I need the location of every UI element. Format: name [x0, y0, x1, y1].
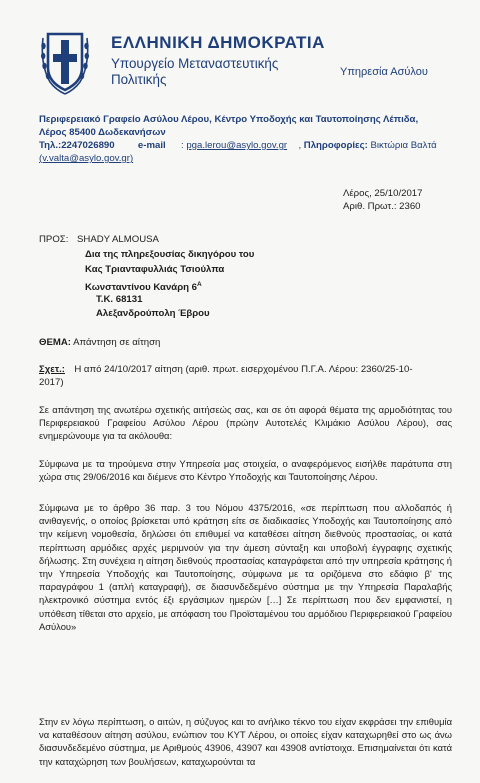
office-address-line-1: Περιφερειακό Γραφείο Ασύλου Λέρου, Κέντρο Υποδοχής και Ταυτοποίησης Λέπιδα,	[39, 114, 419, 125]
tel-label: Τηλ.:	[39, 140, 62, 151]
body-paragraph-4: Στην εν λόγω περίπτωση, ο αιτών, η σύζυγος και το ανήλικο τέκνο του είχαν εκφράσει την επιθυμία να καταθέσουν αίτηση ασύλου, ενώπιον του ΚΥΤ Λέρου, οι οποίες είχαν καταχωρηθεί στο ως άνω διασυνδεδεμένο σύστημα, με Αριθμούς 43906, 43907 και 43908 αντίστοιχα. Επισημαίνεται ότι κατά την καταχώρηση των βουλήσεων, καταχωρούνται τα	[39, 716, 452, 767]
recipient-street: Κωνσταντίνου Κανάρη 6	[85, 282, 197, 294]
country-title: ΕΛΛΗΝΙΚΗ ΔΗΜΟΚΡΑΤΙΑ	[111, 33, 325, 52]
body-paragraph-2: Σύμφωνα με τα τηρούμενα στην Υπηρεσία μας στοιχεία, ο αναφερόμενος εισήλθε παράτυπα στη χώρα στις 29/06/2016 και διέμενε στο Κέντρο Υποδοχής και Ταυτοποίησης Λέρου.	[39, 458, 452, 483]
recipient-line-1: Δια της πληρεξουσίας δικηγόρου του	[85, 249, 255, 260]
recipient-line-2: Κας Τριανταφυλλιάς Τσιούλπα	[85, 264, 225, 275]
greek-coat-of-arms-icon	[40, 30, 90, 96]
info-label: Πληροφορίες:	[303, 140, 368, 151]
service-name: Υπηρεσία Ασύλου	[340, 66, 428, 78]
email-link[interactable]: pga.lerou@asylo.gov.gr	[186, 140, 288, 151]
ministry-line-2: Πολιτικής	[111, 72, 167, 87]
info-value: Βικτώρια Βαλτά	[370, 140, 437, 151]
recipient-name: SHADY ALMOUSA	[77, 234, 159, 245]
reference-label: Σχετ.:	[39, 364, 65, 375]
office-address-line-2: Λέρος 85400 Δωδεκανήσων	[39, 127, 166, 138]
protocol-number: Αριθ. Πρωτ.: 2360	[343, 201, 421, 212]
contact-email-link[interactable]: (v.valta@asylo.gov.gr)	[39, 153, 134, 164]
recipient-label: ΠΡΟΣ:	[39, 234, 69, 245]
subject-text: Απάντηση σε αίτηση	[73, 337, 161, 348]
recipient-line-3	[85, 278, 202, 294]
reference-line-1	[39, 363, 413, 376]
recipient-street-sup: Α	[197, 281, 202, 288]
recipient-line-5: Αλεξανδρούπολη Έβρου	[96, 308, 210, 319]
office-contact-line: Τηλ.:2247026890 e-mail : pga.lerou@asylo.gov.gr , Πληροφορίες: Βικτώρια Βαλτά	[39, 140, 437, 151]
ministry-name	[111, 56, 321, 88]
tel-value: 2247026890	[61, 140, 115, 151]
ministry-line-1: Υπουργείο Μεταναστευτικής	[111, 56, 279, 71]
email-label: e-mail	[137, 140, 166, 151]
subject-label: ΘΕΜΑ:	[39, 337, 71, 348]
recipient-line-4: Τ.Κ. 68131	[96, 294, 143, 305]
body-paragraph-3: Σύμφωνα με το άρθρο 36 παρ. 3 του Νόμου 4375/2016, «σε περίπτωση που αλλοδαπός ή ανιθαγενής, ο οποίος βρίσκεται υπό κράτηση είτε σε διαδικασίες Υποδοχής και Ταυτοποίησης από την κείμενη νομοθεσία, δηλώσει ότι επιθυμεί να καταθέσει αίτηση διεθνούς προστασίας, οι κατά περίπτωση αρμόδιες αρχές μεριμνούν για την άμεση σύνταξη και υποβολή έγγραφης σχετικής δήλωσης. Στη συνέχεια η αίτηση διεθνούς προστασίας καταγράφεται από την υπηρεσία κράτησης ή την Υπηρεσία Υποδοχής και Ταυτοποίησης, σύμφωνα με τα οριζόμενα στο εδάφιο β' της παραγράφου 1 (απλή καταγραφή), σε διασυνδεδεμένο σύστημα με την Υπηρεσία Παραλαβής ηλεκτρονικό σύστημα εντός έξι εργάσιμων ημερών […] Σε περίπτωση που δεν εμφανιστεί, η υπόθεση τίθεται στο αρχείο, με απόφαση του Προϊσταμένου του αρμόδιου Περιφερειακού Γραφείου Ασύλου»	[39, 502, 452, 632]
reference-text-2: 2017)	[39, 377, 64, 388]
subject-line	[39, 336, 160, 349]
reference-text-1: Η από 24/10/2017 αίτηση (αριθ. πρωτ. εισερχομένου Π.Γ.Α. Λέρου: 2360/25-10-	[74, 364, 413, 375]
place-date: Λέρος, 25/10/2017	[343, 188, 423, 199]
body-paragraph-1: Σε απάντηση της ανωτέρω σχετικής αιτήσεώς σας, και σε ότι αφορά θέματα της αρμοδιότητας του Περιφερειακού Γραφείου Ασύλου Λέρου (πρώην Αυτοτελές Κλιμάκιο Ασύλου Λέρου), σας ενημερώνουμε για τα ακόλουθα:	[39, 404, 452, 442]
